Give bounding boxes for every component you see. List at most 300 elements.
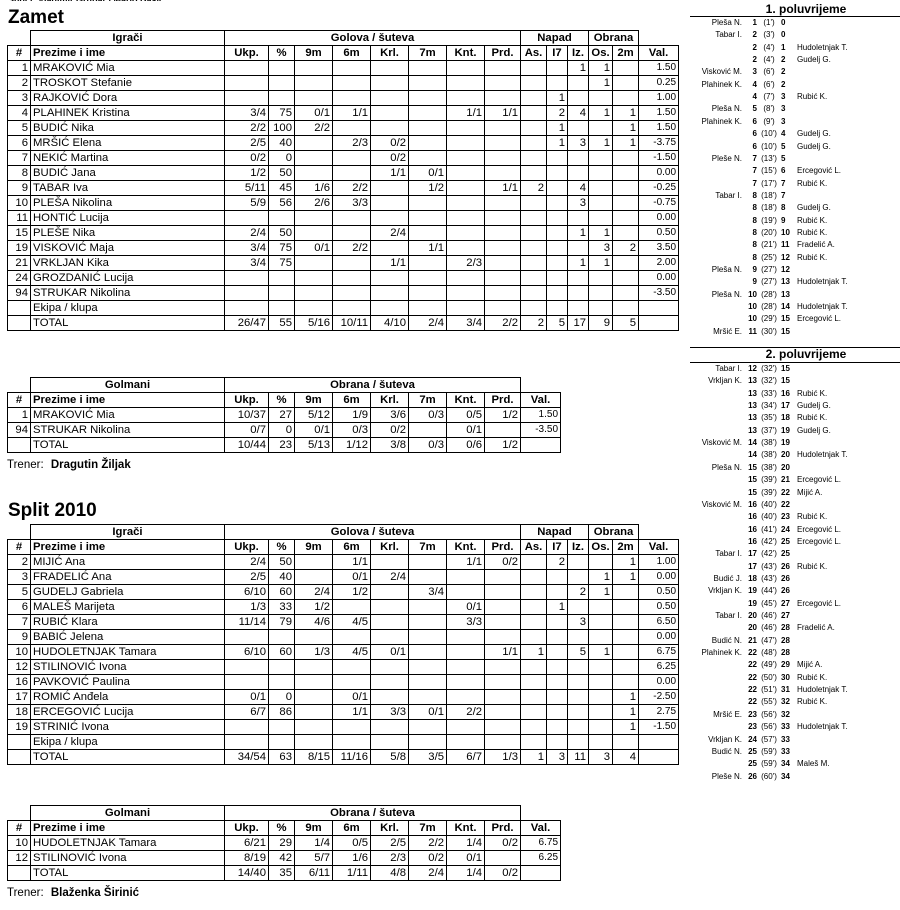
stat-cell — [485, 690, 521, 705]
event-left-player: Pleše N. — [711, 153, 742, 163]
stat-cell: 21 — [8, 256, 31, 271]
stat-cell — [447, 241, 485, 256]
stat-cell: 8/19 — [225, 851, 269, 866]
column-header: Knt. — [447, 46, 485, 61]
stat-cell — [547, 226, 568, 241]
group-header-row — [8, 31, 679, 46]
stat-cell — [8, 316, 31, 331]
stat-cell — [589, 211, 613, 226]
score-event — [690, 536, 900, 548]
stat-cell — [485, 600, 521, 615]
event-score — [747, 561, 797, 573]
stat-cell: 3.50 — [639, 241, 679, 256]
stat-cell — [409, 106, 447, 121]
column-header: 2m — [613, 540, 639, 555]
stat-cell — [547, 720, 568, 735]
stat-cell — [485, 851, 521, 866]
column-header-row — [8, 46, 679, 61]
stat-cell — [333, 301, 371, 316]
stat-cell — [295, 735, 333, 750]
score-away: 28 — [781, 648, 790, 658]
stat-cell — [409, 76, 447, 91]
stat-cell: 1 — [547, 91, 568, 106]
stat-cell: 2/4 — [371, 570, 409, 585]
player-name: MIJIĆ Ana — [31, 555, 225, 570]
table-row — [8, 705, 679, 720]
stat-cell — [547, 735, 568, 750]
event-left-player: Tabar I. — [715, 30, 742, 40]
stat-cell: 2/2 — [447, 705, 485, 720]
stat-cell — [371, 286, 409, 301]
stat-cell: 1/12 — [333, 438, 371, 453]
stat-cell: 1 — [589, 256, 613, 271]
stat-cell — [225, 211, 269, 226]
stat-cell: 1 — [589, 645, 613, 660]
player-name: STILINOVIĆ Ivona — [31, 660, 225, 675]
score-event — [690, 598, 900, 610]
event-minute: (46') — [761, 611, 777, 620]
stat-cell: 3/4 — [225, 256, 269, 271]
stat-cell: 0.00 — [639, 271, 679, 286]
stat-cell — [371, 121, 409, 136]
player-name: RAJKOVIĆ Dora — [31, 91, 225, 106]
stat-cell — [589, 600, 613, 615]
stat-cell: 45 — [269, 181, 295, 196]
event-right-player: Gudelj G. — [797, 425, 831, 435]
column-header: Krl. — [371, 540, 409, 555]
player-name: STRINIĆ Ivona — [31, 720, 225, 735]
group-header: Obrana — [589, 525, 639, 540]
score-event — [690, 388, 900, 400]
score-away: 0 — [781, 30, 786, 40]
stat-cell: 1/6 — [295, 181, 333, 196]
score-away: 4 — [781, 129, 786, 139]
stat-cell: 1/9 — [333, 408, 371, 423]
stat-cell — [485, 241, 521, 256]
stat-cell — [521, 136, 547, 151]
stat-cell: 0/1 — [447, 600, 485, 615]
stat-cell — [225, 91, 269, 106]
stat-cell — [333, 121, 371, 136]
stat-cell — [447, 61, 485, 76]
stat-cell — [547, 705, 568, 720]
stat-cell — [589, 181, 613, 196]
event-minute: (28') — [761, 289, 777, 299]
score-away: 26 — [781, 561, 790, 571]
event-left-player: Tabar I. — [715, 190, 742, 200]
stat-cell: 3/4 — [409, 585, 447, 600]
stat-cell: 1/1 — [409, 241, 447, 256]
score-away: 23 — [781, 512, 790, 522]
stat-cell — [521, 705, 547, 720]
table-row — [8, 735, 679, 750]
stat-cell: 2/5 — [225, 570, 269, 585]
stat-cell: 63 — [269, 750, 295, 765]
stat-cell — [269, 286, 295, 301]
stat-cell — [613, 660, 639, 675]
stat-cell — [568, 570, 589, 585]
stat-cell — [521, 151, 547, 166]
column-header: 6m — [333, 540, 371, 555]
stat-cell — [568, 76, 589, 91]
stat-cell — [613, 196, 639, 211]
event-right-player: Gudelj G. — [797, 401, 831, 411]
event-left-player: Plahinek K. — [701, 648, 742, 658]
table-row — [8, 256, 679, 271]
event-score — [747, 301, 797, 313]
stat-cell: 5/8 — [371, 750, 409, 765]
stat-cell: 0/2 — [371, 136, 409, 151]
stat-cell: 1/3 — [485, 750, 521, 765]
column-header: Ukp. — [225, 540, 269, 555]
stat-cell — [521, 735, 547, 750]
stat-cell — [295, 226, 333, 241]
stat-cell — [568, 690, 589, 705]
stat-cell: 1 — [547, 136, 568, 151]
table-row — [8, 690, 679, 705]
event-score — [747, 215, 797, 227]
event-left-player: Tabar I. — [715, 611, 742, 620]
stat-cell — [485, 735, 521, 750]
stat-cell — [447, 585, 485, 600]
stat-cell — [589, 735, 613, 750]
stat-cell: 5/13 — [295, 438, 333, 453]
table-row — [8, 615, 679, 630]
score-event — [690, 548, 900, 560]
column-header-row — [8, 393, 561, 408]
event-score — [747, 289, 797, 301]
group-header-row — [8, 525, 679, 540]
score-home: 2 — [752, 42, 757, 52]
stat-cell — [521, 675, 547, 690]
event-score — [747, 536, 797, 548]
stat-cell — [613, 286, 639, 301]
event-right-player: Mijić A. — [797, 487, 823, 497]
stat-cell: 60 — [269, 585, 295, 600]
score-event — [690, 561, 900, 573]
stat-cell — [589, 720, 613, 735]
stat-cell — [269, 675, 295, 690]
event-score — [747, 598, 797, 610]
stat-cell: 4/10 — [371, 316, 409, 331]
stat-cell — [639, 301, 679, 316]
score-away: 19 — [781, 425, 790, 435]
stat-cell: 0.50 — [639, 226, 679, 241]
event-minute: (10') — [761, 141, 777, 151]
stat-cell: 0.25 — [639, 76, 679, 91]
event-minute: (51') — [761, 685, 777, 695]
stat-cell — [521, 271, 547, 286]
stat-cell: 33 — [269, 600, 295, 615]
score-away: 6 — [781, 166, 786, 176]
stat-cell: 10 — [8, 196, 31, 211]
stat-cell: 0.00 — [639, 570, 679, 585]
stat-cell — [371, 690, 409, 705]
event-score — [747, 363, 797, 375]
stat-cell: 2/3 — [371, 851, 409, 866]
table-row — [8, 645, 679, 660]
stat-cell: 0/3 — [409, 438, 447, 453]
event-left-player: Budić N. — [711, 635, 742, 645]
event-right-player: Ercegović L. — [797, 314, 842, 324]
event-minute: (42') — [761, 549, 777, 559]
stat-cell — [269, 76, 295, 91]
score-event — [690, 66, 900, 78]
stat-cell — [521, 166, 547, 181]
stat-cell — [568, 91, 589, 106]
player-name: HUDOLETNJAK Tamara — [31, 836, 225, 851]
table-row — [8, 151, 679, 166]
score-home: 7 — [752, 166, 757, 176]
stat-cell — [295, 675, 333, 690]
stat-cell — [521, 555, 547, 570]
score-away: 5 — [781, 141, 786, 151]
stat-cell: 1/1 — [371, 166, 409, 181]
stat-cell: 2/4 — [225, 555, 269, 570]
player-name: Ekipa / klupa — [31, 735, 225, 750]
stat-cell — [485, 226, 521, 241]
stat-cell — [568, 271, 589, 286]
stat-cell: 24 — [8, 271, 31, 286]
column-header: # — [8, 821, 31, 836]
event-score — [747, 487, 797, 499]
stat-cell: 1/2 — [295, 600, 333, 615]
event-left-player: Pleše N. — [711, 771, 742, 781]
stat-cell — [447, 690, 485, 705]
stat-cell: 1 — [613, 705, 639, 720]
stat-cell: 3 — [8, 91, 31, 106]
stat-cell — [371, 196, 409, 211]
column-header: 7m — [409, 821, 447, 836]
stat-cell: 5 — [568, 645, 589, 660]
stat-cell — [521, 630, 547, 645]
stat-cell: 1/11 — [333, 866, 371, 881]
event-minute: (56') — [761, 709, 777, 719]
stat-cell: 4/8 — [371, 866, 409, 881]
stat-cell: 2/2 — [485, 316, 521, 331]
stat-cell — [295, 690, 333, 705]
stat-cell: 5/11 — [225, 181, 269, 196]
score-home: 25 — [748, 759, 757, 769]
event-left-player: Budić J. — [713, 573, 742, 583]
stat-cell: 1 — [547, 600, 568, 615]
event-right-player: Rubić K. — [797, 227, 828, 237]
score-away: 8 — [781, 203, 786, 213]
stat-cell — [295, 301, 333, 316]
event-score — [747, 462, 797, 474]
table-row — [8, 166, 679, 181]
stat-cell — [485, 705, 521, 720]
table-row — [8, 438, 561, 453]
stat-cell — [485, 660, 521, 675]
stat-cell — [589, 630, 613, 645]
stat-cell: 19 — [8, 241, 31, 256]
event-score — [747, 17, 797, 29]
score-event — [690, 202, 900, 214]
stat-cell: 6.25 — [521, 851, 561, 866]
event-minute: (46') — [761, 623, 777, 633]
stat-cell: 1.50 — [639, 106, 679, 121]
score-away: 19 — [781, 438, 790, 448]
stat-cell — [295, 555, 333, 570]
column-header: 6m — [333, 393, 371, 408]
event-minute: (40') — [761, 512, 777, 522]
first-half-title: 1. poluvrijeme — [765, 2, 847, 16]
stat-cell: 0/3 — [333, 423, 371, 438]
stat-cell: 1 — [521, 750, 547, 765]
stat-cell: 1 — [521, 645, 547, 660]
score-event — [690, 116, 900, 128]
score-away: 34 — [781, 759, 790, 769]
column-header: Iz. — [568, 46, 589, 61]
stat-cell: 1/1 — [333, 705, 371, 720]
team-title-zamet: Zamet — [8, 7, 64, 28]
event-minute: (33') — [761, 388, 777, 398]
stat-cell — [521, 76, 547, 91]
score-event — [690, 746, 900, 758]
stat-cell: 5 — [8, 121, 31, 136]
score-home: 9 — [752, 277, 757, 287]
stat-cell — [547, 166, 568, 181]
stat-cell: 0.00 — [639, 166, 679, 181]
stat-cell — [589, 615, 613, 630]
score-away: 28 — [781, 623, 790, 633]
stat-cell — [547, 286, 568, 301]
stat-cell — [613, 301, 639, 316]
stat-cell — [295, 705, 333, 720]
coach-name: Blaženka Širinić — [50, 887, 140, 899]
stat-cell — [568, 720, 589, 735]
event-left-player: Vrkljan K. — [708, 376, 742, 386]
event-minute: (25') — [761, 252, 777, 262]
stat-cell: 40 — [269, 570, 295, 585]
stat-cell — [447, 166, 485, 181]
stat-cell — [485, 675, 521, 690]
score-home: 22 — [748, 672, 757, 682]
stat-cell: 0/2 — [371, 151, 409, 166]
stat-cell: 60 — [269, 645, 295, 660]
group-header: Golova / šuteva — [225, 31, 521, 46]
column-header: 7m — [409, 393, 447, 408]
score-event — [690, 696, 900, 708]
stat-cell: 1.50 — [521, 408, 561, 423]
stat-cell: 2/5 — [225, 136, 269, 151]
stat-cell — [295, 151, 333, 166]
group-header: Igrači — [31, 31, 225, 46]
stat-cell: 0/5 — [333, 836, 371, 851]
score-event — [690, 165, 900, 177]
score-home: 9 — [752, 265, 757, 274]
stat-cell: 2.75 — [639, 705, 679, 720]
column-header: % — [269, 393, 295, 408]
score-event — [690, 276, 900, 288]
event-minute: (18') — [761, 203, 777, 213]
score-event — [690, 585, 900, 597]
stat-cell — [269, 271, 295, 286]
stat-cell: 2 — [547, 106, 568, 121]
stat-cell: 2/4 — [371, 226, 409, 241]
event-score — [747, 141, 797, 153]
column-header: Prezime i ime — [31, 821, 225, 836]
score-away: 5 — [781, 153, 786, 163]
stat-cell: 1/4 — [295, 836, 333, 851]
score-event — [690, 128, 900, 140]
score-away: 12 — [781, 252, 790, 262]
event-right-player: Hudoletnjak T. — [797, 722, 848, 732]
stat-cell: 0 — [269, 423, 295, 438]
score-away: 34 — [781, 771, 790, 781]
event-minute: (43') — [761, 573, 777, 583]
table-row — [8, 121, 679, 136]
coach-label: Trener: — [7, 887, 44, 899]
stat-cell — [589, 690, 613, 705]
stat-cell: 14/40 — [225, 866, 269, 881]
stat-cell — [547, 196, 568, 211]
score-event — [690, 227, 900, 239]
table-row — [8, 76, 679, 91]
event-minute: (56') — [761, 722, 777, 732]
score-event — [690, 672, 900, 684]
score-home: 14 — [748, 450, 757, 460]
column-header: Prezime i ime — [31, 46, 225, 61]
stat-cell — [409, 286, 447, 301]
stat-cell — [485, 166, 521, 181]
event-score — [747, 153, 797, 165]
score-event — [690, 91, 900, 103]
score-home: 5 — [752, 104, 757, 114]
event-minute: (15') — [761, 166, 777, 176]
zamet-players-table — [7, 30, 679, 331]
player-name: BUDIĆ Nika — [31, 121, 225, 136]
table-row — [8, 106, 679, 121]
stat-cell: 19 — [8, 720, 31, 735]
score-event — [690, 178, 900, 190]
event-score — [747, 746, 797, 758]
stat-cell — [8, 438, 31, 453]
event-score — [747, 375, 797, 387]
score-progression — [690, 0, 900, 910]
stat-cell — [447, 226, 485, 241]
team-title-split: Split 2010 — [8, 500, 97, 521]
player-name: HUDOLETNJAK Tamara — [31, 645, 225, 660]
stat-cell: 3 — [568, 196, 589, 211]
stat-cell: 1/1 — [333, 555, 371, 570]
table-row — [8, 241, 679, 256]
event-minute: (35') — [761, 413, 777, 423]
score-event — [690, 449, 900, 461]
table-row — [8, 851, 561, 866]
stat-cell — [589, 301, 613, 316]
score-event — [690, 54, 900, 66]
stat-cell — [409, 690, 447, 705]
stat-cell — [613, 166, 639, 181]
score-home: 24 — [748, 734, 757, 744]
stat-cell — [521, 301, 547, 316]
stat-cell — [295, 660, 333, 675]
stat-cell — [225, 675, 269, 690]
stat-cell — [485, 301, 521, 316]
stat-cell — [589, 121, 613, 136]
score-home: 8 — [752, 190, 757, 200]
stat-cell — [589, 271, 613, 286]
event-right-player: Rubić K. — [797, 561, 828, 571]
event-left-player: Pleša N. — [711, 265, 742, 274]
stat-cell — [547, 151, 568, 166]
event-score — [747, 474, 797, 486]
stat-cell — [613, 600, 639, 615]
stat-cell: 6.75 — [521, 836, 561, 851]
stat-cell — [295, 76, 333, 91]
